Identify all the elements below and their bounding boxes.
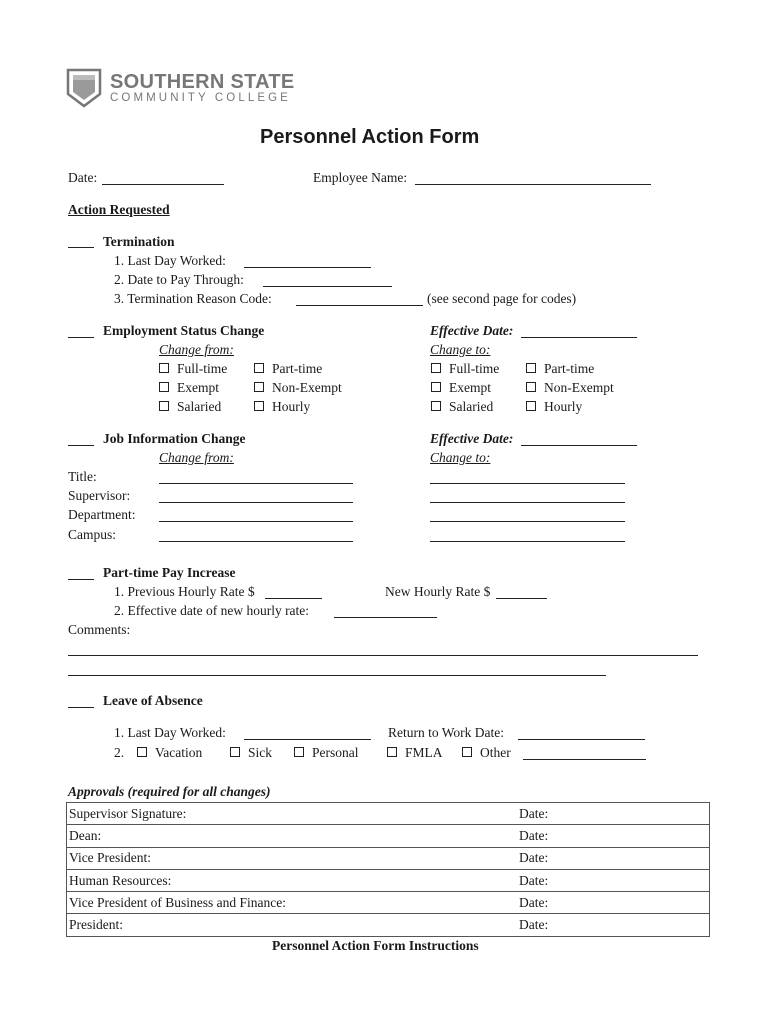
checkbox-icon xyxy=(254,363,264,373)
supervisor-label: Supervisor: xyxy=(68,488,131,503)
employment-change-from: Change from: xyxy=(159,342,234,357)
checkbox-icon xyxy=(230,747,240,757)
checkbox-icon xyxy=(431,363,441,373)
previous-rate-label: 1. Previous Hourly Rate $ xyxy=(114,584,255,599)
checkbox-icon xyxy=(254,401,264,411)
to-exempt-option[interactable]: Exempt xyxy=(431,380,491,396)
termination-reason-label: 3. Termination Reason Code: xyxy=(114,291,272,306)
date-pay-through-label: 2. Date to Pay Through: xyxy=(114,272,244,287)
table-row[interactable] xyxy=(67,892,710,914)
from-nonexempt-option[interactable]: Non-Exempt xyxy=(254,380,342,396)
checkbox-icon xyxy=(294,747,304,757)
checkbox-icon xyxy=(462,747,472,757)
termination-title: Termination xyxy=(103,234,175,249)
checkbox-icon xyxy=(159,382,169,392)
logo-subtitle: COMMUNITY COLLEGE xyxy=(110,92,291,104)
sick-option[interactable]: Sick xyxy=(230,745,272,761)
approval-date: Date: xyxy=(519,869,710,891)
date-field[interactable] xyxy=(102,184,224,185)
supervisor-from-field[interactable] xyxy=(159,502,353,503)
from-hourly-option[interactable]: Hourly xyxy=(254,399,310,415)
approval-date: Date: xyxy=(519,803,710,825)
comments-label: Comments: xyxy=(68,622,131,637)
approval-role: Vice President: xyxy=(67,847,520,869)
shield-logo-icon xyxy=(66,68,102,108)
to-nonexempt-option[interactable]: Non-Exempt xyxy=(526,380,614,396)
approvals-table xyxy=(66,802,710,937)
other-field[interactable] xyxy=(523,759,646,760)
comments-line-2[interactable] xyxy=(68,675,606,676)
table-row[interactable] xyxy=(67,847,710,869)
date-pay-through-field[interactable] xyxy=(263,286,392,287)
job-change-from: Change from: xyxy=(159,450,234,465)
approval-date: Date: xyxy=(519,825,710,847)
personal-option[interactable]: Personal xyxy=(294,745,359,761)
approval-role: Dean: xyxy=(67,825,520,847)
leave-check[interactable] xyxy=(68,707,94,708)
fmla-option[interactable]: FMLA xyxy=(387,745,443,761)
checkbox-icon xyxy=(526,401,536,411)
to-parttime-option[interactable]: Part-time xyxy=(526,361,594,377)
approval-date: Date: xyxy=(519,892,710,914)
checkbox-icon xyxy=(254,382,264,392)
campus-to-field[interactable] xyxy=(430,541,625,542)
checkbox-icon xyxy=(526,382,536,392)
previous-rate-field[interactable] xyxy=(265,598,322,599)
department-label: Department: xyxy=(68,507,136,522)
leave-last-day-field[interactable] xyxy=(244,739,371,740)
return-to-work-field[interactable] xyxy=(518,739,645,740)
page-title: Personnel Action Form xyxy=(260,126,480,148)
leave-last-day-label: 1. Last Day Worked: xyxy=(114,725,226,740)
checkbox-icon xyxy=(431,382,441,392)
checkbox-icon xyxy=(431,401,441,411)
approval-role: President: xyxy=(67,914,520,936)
table-row[interactable] xyxy=(67,914,710,936)
approval-date: Date: xyxy=(519,847,710,869)
checkbox-icon xyxy=(137,747,147,757)
logo-name: SOUTHERN STATE xyxy=(110,71,295,93)
approvals-heading: Approvals (required for all changes) xyxy=(68,784,271,799)
new-rate-field[interactable] xyxy=(496,598,547,599)
department-from-field[interactable] xyxy=(159,521,353,522)
job-change-to: Change to: xyxy=(430,450,491,465)
employment-change-to: Change to: xyxy=(430,342,491,357)
to-salaried-option[interactable]: Salaried xyxy=(431,399,493,415)
leave-item-2-number: 2. xyxy=(114,745,125,760)
from-parttime-option[interactable]: Part-time xyxy=(254,361,322,377)
job-effective-label: Effective Date: xyxy=(430,431,514,446)
approval-date: Date: xyxy=(519,914,710,936)
campus-from-field[interactable] xyxy=(159,541,353,542)
return-to-work-label: Return to Work Date: xyxy=(388,725,505,740)
from-fulltime-option[interactable]: Full-time xyxy=(159,361,227,377)
approval-role: Vice President of Business and Finance: xyxy=(67,892,520,914)
parttime-pay-check[interactable] xyxy=(68,579,94,580)
job-effective-field[interactable] xyxy=(521,445,637,446)
table-row[interactable] xyxy=(67,825,710,847)
employee-name-field[interactable] xyxy=(415,184,651,185)
termination-check[interactable] xyxy=(68,247,94,248)
job-info-check[interactable] xyxy=(68,445,94,446)
codes-note: (see second page for codes) xyxy=(427,291,577,306)
table-row[interactable] xyxy=(67,803,710,825)
effective-new-rate-field[interactable] xyxy=(334,617,437,618)
comments-line-1[interactable] xyxy=(68,655,698,656)
to-fulltime-option[interactable]: Full-time xyxy=(431,361,499,377)
employment-status-title: Employment Status Change xyxy=(103,323,265,338)
parttime-pay-title: Part-time Pay Increase xyxy=(103,565,236,580)
instructions-heading: Personnel Action Form Instructions xyxy=(272,938,479,953)
employment-effective-field[interactable] xyxy=(521,337,637,338)
vacation-option[interactable]: Vacation xyxy=(137,745,202,761)
table-row[interactable] xyxy=(67,869,710,891)
campus-label: Campus: xyxy=(68,527,117,542)
checkbox-icon xyxy=(526,363,536,373)
new-rate-label: New Hourly Rate $ xyxy=(385,584,491,599)
from-exempt-option[interactable]: Exempt xyxy=(159,380,219,396)
effective-new-rate-label: 2. Effective date of new hourly rate: xyxy=(114,603,310,618)
from-salaried-option[interactable]: Salaried xyxy=(159,399,221,415)
other-option[interactable]: Other xyxy=(462,745,511,761)
title-to-field[interactable] xyxy=(430,483,625,484)
checkbox-icon xyxy=(159,401,169,411)
last-day-worked-field[interactable] xyxy=(244,267,371,268)
employment-status-check[interactable] xyxy=(68,337,94,338)
checkbox-icon xyxy=(387,747,397,757)
approval-role: Supervisor Signature: xyxy=(67,803,520,825)
action-requested-heading: Action Requested xyxy=(68,202,170,217)
date-label: Date: xyxy=(68,170,98,185)
employee-name-label: Employee Name: xyxy=(313,170,408,185)
last-day-worked-label: 1. Last Day Worked: xyxy=(114,253,226,268)
checkbox-icon xyxy=(159,363,169,373)
job-info-title: Job Information Change xyxy=(103,431,246,446)
title-from-field[interactable] xyxy=(159,483,353,484)
supervisor-to-field[interactable] xyxy=(430,502,625,503)
employment-effective-label: Effective Date: xyxy=(430,323,514,338)
to-hourly-option[interactable]: Hourly xyxy=(526,399,582,415)
job-title-label: Title: xyxy=(68,469,97,484)
department-to-field[interactable] xyxy=(430,521,625,522)
leave-title: Leave of Absence xyxy=(103,693,203,708)
termination-reason-field[interactable] xyxy=(296,305,423,306)
approval-role: Human Resources: xyxy=(67,869,520,891)
